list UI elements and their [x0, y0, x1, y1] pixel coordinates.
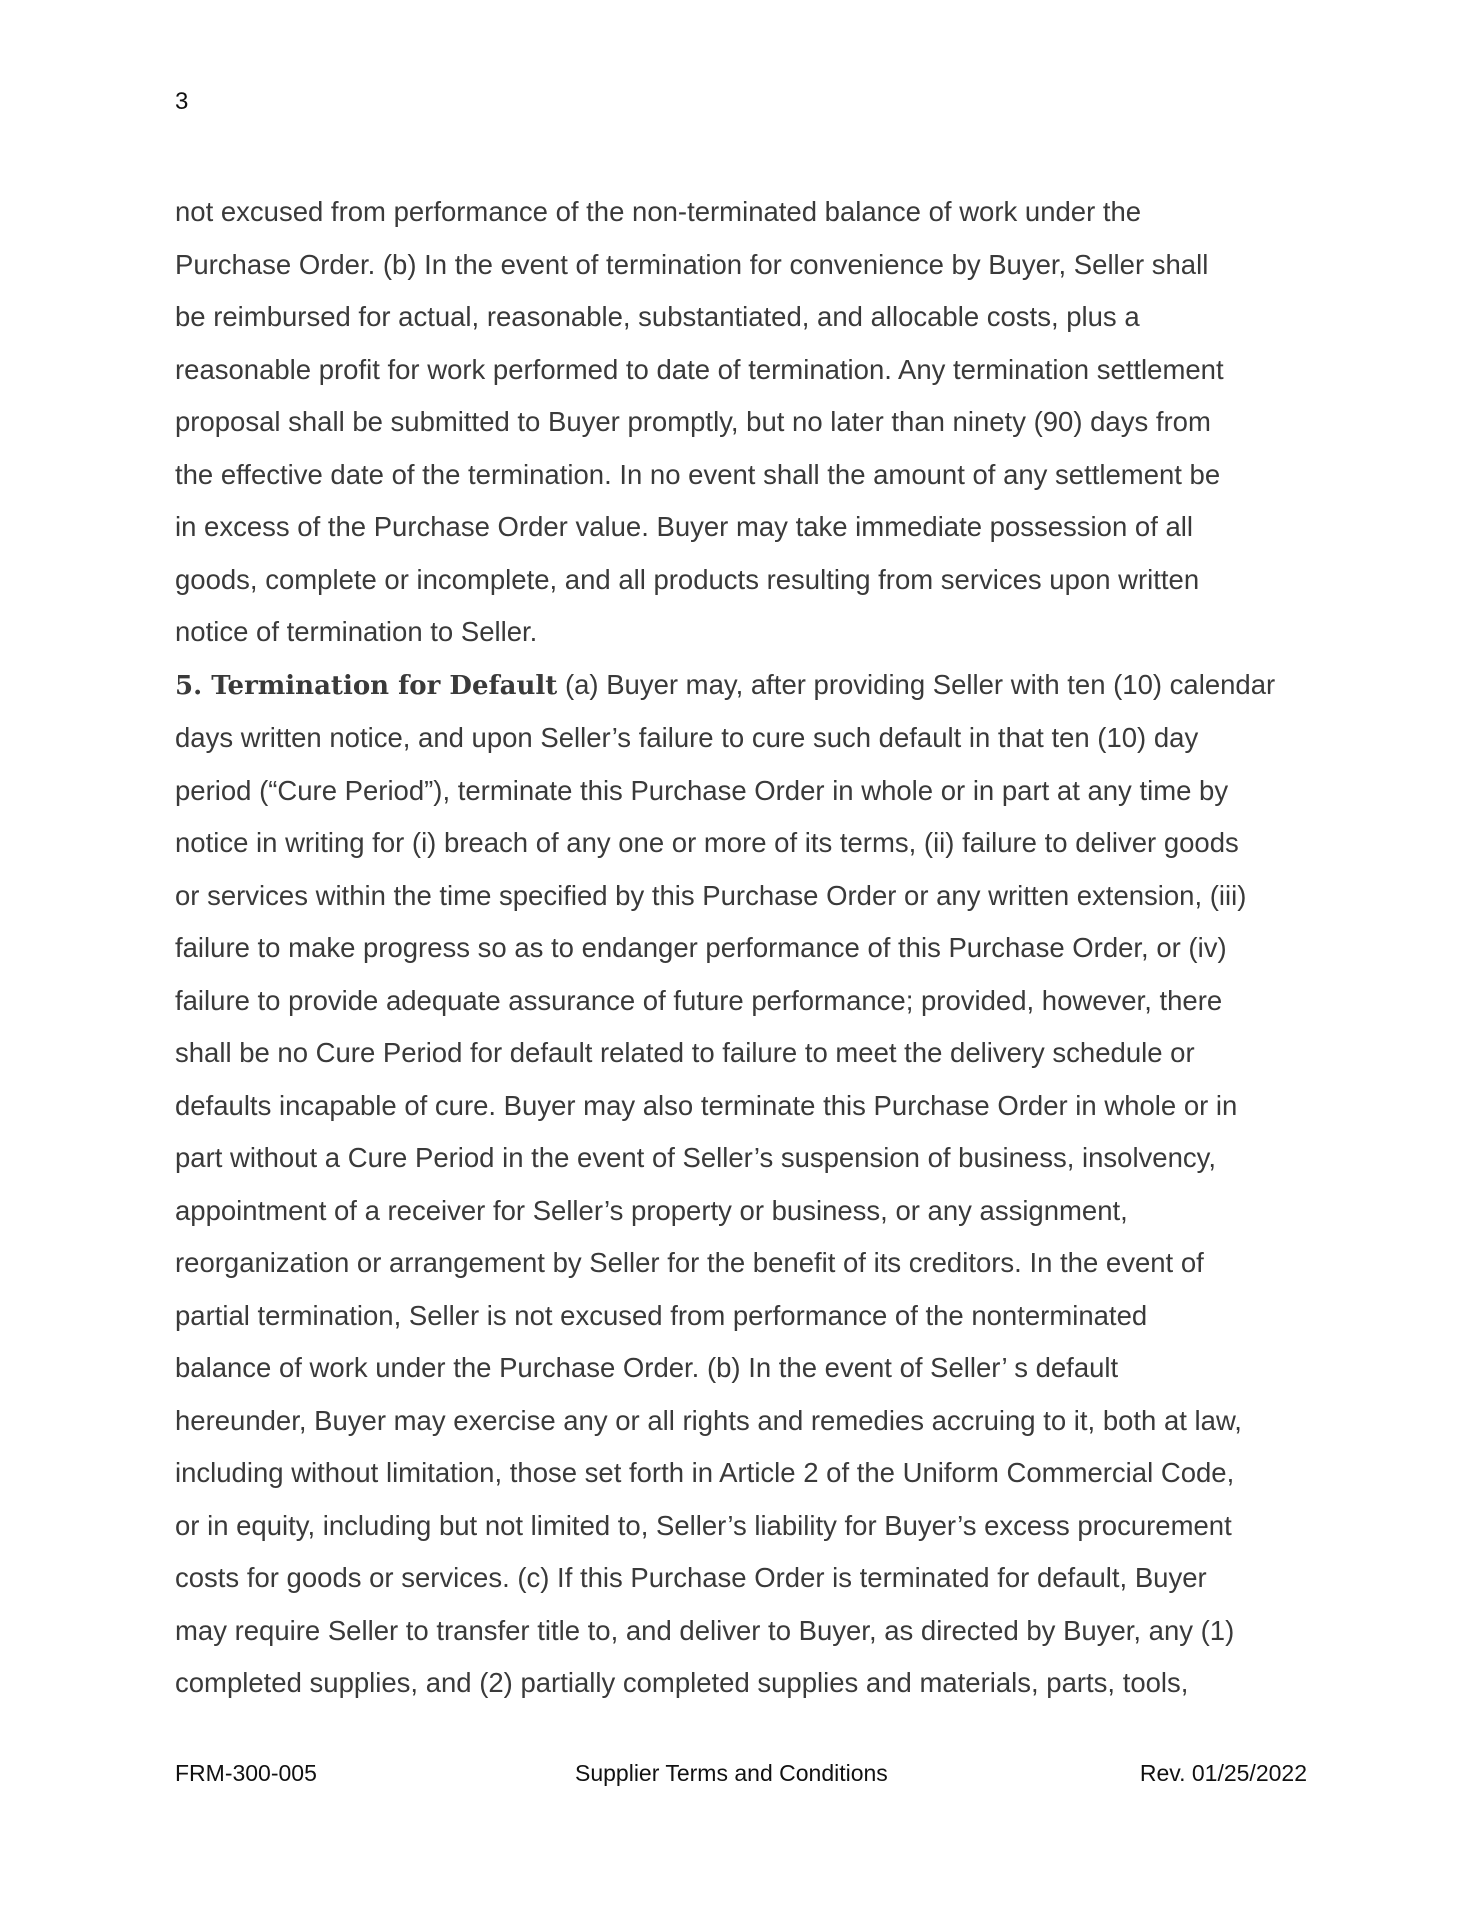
footer-revision: Rev. 01/25/2022 — [1139, 1760, 1307, 1786]
section-5-line: partial termination, Seller is not excused from performance of the nonterminated — [175, 1299, 1148, 1331]
section-5-first-line — [175, 659, 1335, 713]
section-5-line: or services within the time specified by this Purchase Order or any written extension, (iii) — [175, 879, 1247, 911]
section-5-line: costs for goods or services. (c) If this Purchase Order is terminated for default, Buyer — [175, 1562, 1207, 1593]
footer-form-number: FRM-300-005 — [175, 1760, 317, 1786]
body-line: be reimbursed for actual, reasonable, substantiated, and allocable costs, plus a — [175, 301, 1140, 332]
section-5-line: shall be no Cure Period for default related to failure to meet the delivery schedule or — [175, 1037, 1195, 1068]
section-5-line: period (“Cure Period”), terminate this Purchase Order in whole or in part at any time by — [175, 774, 1229, 806]
section-5-line: reorganization or arrangement by Seller for the benefit of its creditors. In the event of — [175, 1247, 1204, 1278]
body-line: proposal shall be submitted to Buyer promptly, but no later than ninety (90) days from — [175, 406, 1211, 437]
section-5-line: balance of work under the Purchase Order. (b) In the event of Seller’ s default — [175, 1352, 1119, 1383]
body-line: notice of termination to Seller. — [175, 616, 538, 647]
section-5-line: may require Seller to transfer title to, and deliver to Buyer, as directed by Buyer, any (1) — [175, 1614, 1235, 1646]
footer-document-title: Supplier Terms and Conditions — [575, 1760, 888, 1786]
section-5-line: hereunder, Buyer may exercise any or all rights and remedies accruing to it, both at law, — [175, 1404, 1242, 1436]
section-5-line: completed supplies, and (2) partially completed supplies and materials, parts, tools, — [175, 1667, 1189, 1698]
section-5-line: appointment of a receiver for Seller’s property or business, or any assignment, — [175, 1194, 1128, 1226]
section-5-heading: 5. Termination for Default — [175, 670, 558, 701]
section-5-line: defaults incapable of cure. Buyer may also terminate this Purchase Order in whole or in — [175, 1089, 1238, 1121]
section-5-first-line-text: (a) Buyer may, after providing Seller with ten (10) calendar — [557, 668, 1276, 700]
section-5-line: or in equity, including but not limited to, Seller’s liability for Buyer’s excess procurement — [175, 1509, 1232, 1541]
body-line: in excess of the Purchase Order value. Buyer may take immediate possession of all — [175, 511, 1193, 542]
section-5-line: failure to make progress so as to endanger performance of this Purchase Order, or (iv) — [175, 932, 1227, 963]
section-5-line: including without limitation, those set forth in Article 2 of the Uniform Commercial Code, — [175, 1457, 1235, 1488]
body-line: the effective date of the termination. In no event shall the amount of any settlement be — [175, 458, 1221, 490]
section-5-line: days written notice, and upon Seller’s failure to cure such default in that ten (10) day — [175, 722, 1199, 753]
body-line: goods, complete or incomplete, and all products resulting from services upon written — [175, 563, 1200, 595]
section-5-line: notice in writing for (i) breach of any one or more of its terms, (ii) failure to deliver goods — [175, 827, 1239, 858]
body-line: Purchase Order. (b) In the event of termination for convenience by Buyer, Seller shall — [175, 248, 1209, 280]
body-line: reasonable profit for work performed to date of termination. Any termination settlement — [175, 353, 1224, 385]
body-line: not excused from performance of the non-terminated balance of work under the — [175, 196, 1142, 227]
document-body — [175, 186, 1335, 1710]
page-number: 3 — [175, 88, 189, 115]
section-5-line: failure to provide adequate assurance of future performance; provided, however, there — [175, 984, 1223, 1016]
section-5-line: part without a Cure Period in the event of Seller’s suspension of business, insolvency, — [175, 1142, 1216, 1173]
page-footer — [175, 1760, 1307, 1794]
